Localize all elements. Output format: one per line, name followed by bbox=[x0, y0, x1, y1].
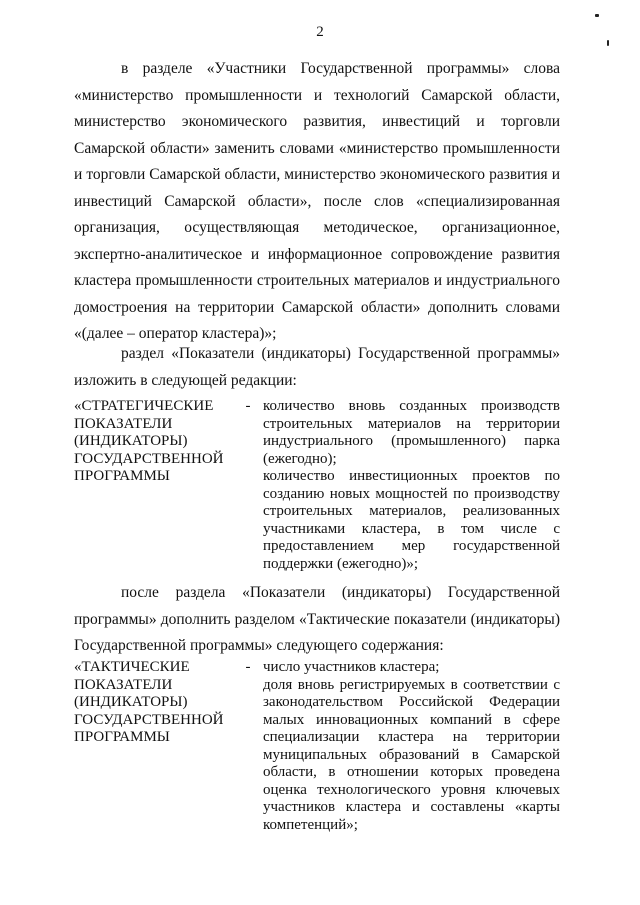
tactical-dash: - bbox=[245, 659, 251, 675]
strategic-item: количество инвестиционных проектов по созданию новых мощностей по производству строительных материалов, реализованных участниками кластера, в том числе с предоставлением мер государственной поддержки (ежегодно)»; bbox=[263, 468, 560, 572]
tactical-item: доля вновь регистрируемых в соответствии с законодательством Российской Федерации малых инновационных компаний в сфере специализации кластера на территории муниципальных образований в Самарской области, в отношении которых проведена оценка технологического уровня ключевых участников кластера и составлены «карты компетенций»; bbox=[263, 676, 560, 833]
paragraph-participants: в разделе «Участники Государственной программы» слова «министерство промышленности и технологий Самарской области, министерство экономического развития, инвестиций и торговли Самарской области» заменить словами «министерство промышленности и торговли Самарской области, министерство экономического развития и инвестиций Самарской области», после слов «специализированная организация, осуществляющая методическое, организационное, экспертно-аналитическое и информационное сопровождение развития кластера промышленности строительных материалов и индустриального домостроения на территории Самарской области» дополнить словами «(далее – оператор кластера)»; bbox=[74, 60, 560, 342]
strategic-indicators-block bbox=[74, 398, 560, 578]
tactical-indicators-heading: «ТАКТИЧЕСКИЕ ПОКАЗАТЕЛИ (ИНДИКАТОРЫ) ГОСУДАРСТВЕННОЙ ПРОГРАММЫ bbox=[74, 659, 224, 745]
scan-speck bbox=[595, 14, 599, 17]
strategic-indicators-heading: «СТРАТЕГИЧЕСКИЕ ПОКАЗАТЕЛИ (ИНДИКАТОРЫ) ГОСУДАРСТВЕННОЙ ПРОГРАММЫ bbox=[74, 398, 224, 484]
tactical-indicators-list bbox=[263, 659, 560, 834]
paragraph-indicators-intro: раздел «Показатели (индикаторы) Государственной программы» изложить в следующей редакции: bbox=[74, 345, 560, 389]
tactical-indicators-block bbox=[74, 659, 560, 859]
strategic-item: количество вновь созданных производств строительных материалов на территории индустриального (промышленного) парка (ежегодно); bbox=[263, 398, 560, 467]
strategic-indicators-list bbox=[263, 398, 560, 573]
strategic-dash: - bbox=[245, 398, 251, 414]
tactical-item: число участников кластера; bbox=[263, 659, 440, 675]
paragraph-tactical-intro: после раздела «Показатели (индикаторы) Государственной программы» дополнить разделом «Тактические показатели (индикаторы) Государственной программы» следующего содержания: bbox=[74, 584, 560, 654]
page-number: 2 bbox=[316, 24, 324, 40]
